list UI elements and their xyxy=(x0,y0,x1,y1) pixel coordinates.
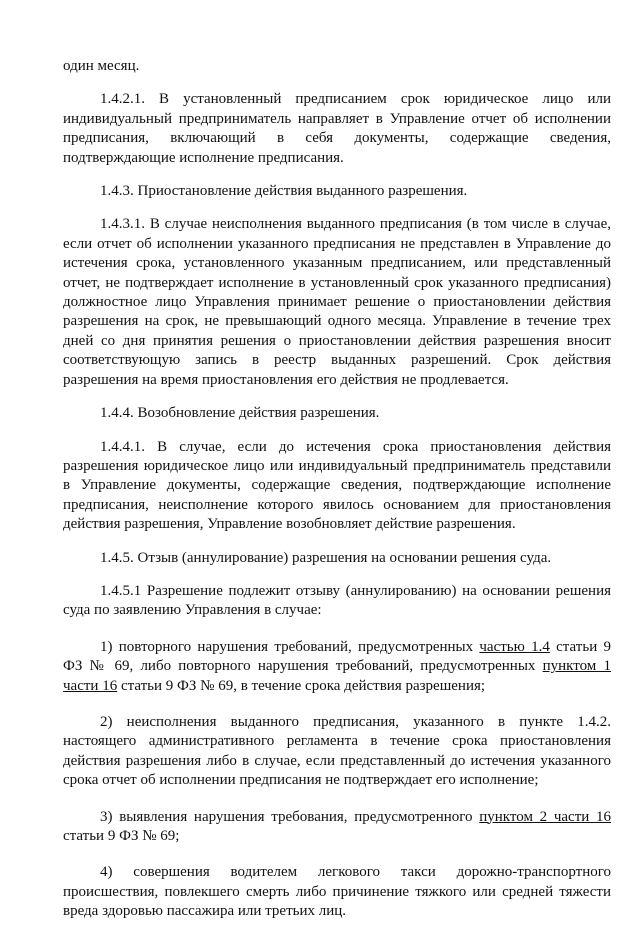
list-item-1 xyxy=(63,638,611,696)
link-point-1-part-16[interactable]: пунктом 1 части 16 xyxy=(63,658,611,694)
paragraph-1-4-2-1: 1.4.2.1. В установленный предписанием срок юридическое лицо или индивидуальный предприниматель направляет в Управление отчет об исполнении предписания, включающий в себя документы, содержащие сведения, подтверждающие исполнение предписания. xyxy=(63,91,611,166)
heading-1-4-5: 1.4.5. Отзыв (аннулирование) разрешения на основании решения суда. xyxy=(100,549,552,566)
link-part-1-4[interactable]: частью 1.4 xyxy=(479,638,550,655)
heading-1-4-4: 1.4.4. Возобновление действия разрешения. xyxy=(100,405,380,422)
paragraph-continuation: один месяц. xyxy=(63,58,140,74)
paragraph-1-4-5-1: 1.4.5.1 Разрешение подлежит отзыву (аннулированию) на основании решения суда по заявлению Управления в случае: xyxy=(63,582,611,619)
list-item-3-text-b: статьи 9 ФЗ № 69; xyxy=(63,828,180,844)
list-item-1-text-c: статьи 9 ФЗ № 69, в течение срока действия разрешения; xyxy=(117,677,486,694)
link-point-2-part-16[interactable]: пунктом 2 части 16 xyxy=(479,808,611,825)
paragraph-1-4-4-1: 1.4.4.1. В случае, если до истечения срока приостановления действия разрешения юридическое лицо или индивидуальный предприниматель представили в Управление документы, содержащие сведения, подтверждающие исполнение предписания, неисполнение которого явилось основанием для приостановления действия разрешения, Управление возобновляет действие разрешения. xyxy=(63,438,611,533)
list-item-3-text-a: 3) выявления нарушения требования, предусмотренного xyxy=(100,808,480,825)
list-item-4: 4) совершения водителем легкового такси дорожно-транспортного происшествия, повлекшего смерть либо причинение тяжкого или средней тяжести вреда здоровью пассажира или третьих лиц. xyxy=(63,864,611,920)
paragraph-1-4-3-1: 1.4.3.1. В случае неисполнения выданного предписания (в том числе в случае, если отчет об исполнении указанного предписания не представлен в Управление до истечения срока, установленного указанным предписанием, или представленный отчет, не подтверждает исполнение в установленный срок указанного предписания) должностное лицо Управления принимает решение о приостановлении действия разрешения на срок, не превышающий одного месяца. Управление в течение трех дней со дня принятия решения о приостановлении действия разрешения вносит соответствующую запись в реестр выданных разрешений. Срок действия разрешения на время приостановления его действия не продлевается. xyxy=(63,216,611,388)
list-item-3 xyxy=(63,808,611,847)
document-page xyxy=(63,57,611,936)
list-item-1-text-b: статьи 9 ФЗ № 69, либо повторного нарушения требований, предусмотренных xyxy=(63,638,611,675)
heading-1-4-3: 1.4.3. Приостановление действия выданного разрешения. xyxy=(100,183,468,200)
list-item-2: 2) неисполнения выданного предписания, указанного в пункте 1.4.2. настоящего административного регламента в течение срока приостановления действия разрешения либо в случае, если представленный до истечения указанного срока отчет об исполнении предписания не подтверждает его исполнение; xyxy=(63,713,611,789)
list-item-1-text-a: 1) повторного нарушения требований, предусмотренных xyxy=(100,638,480,655)
